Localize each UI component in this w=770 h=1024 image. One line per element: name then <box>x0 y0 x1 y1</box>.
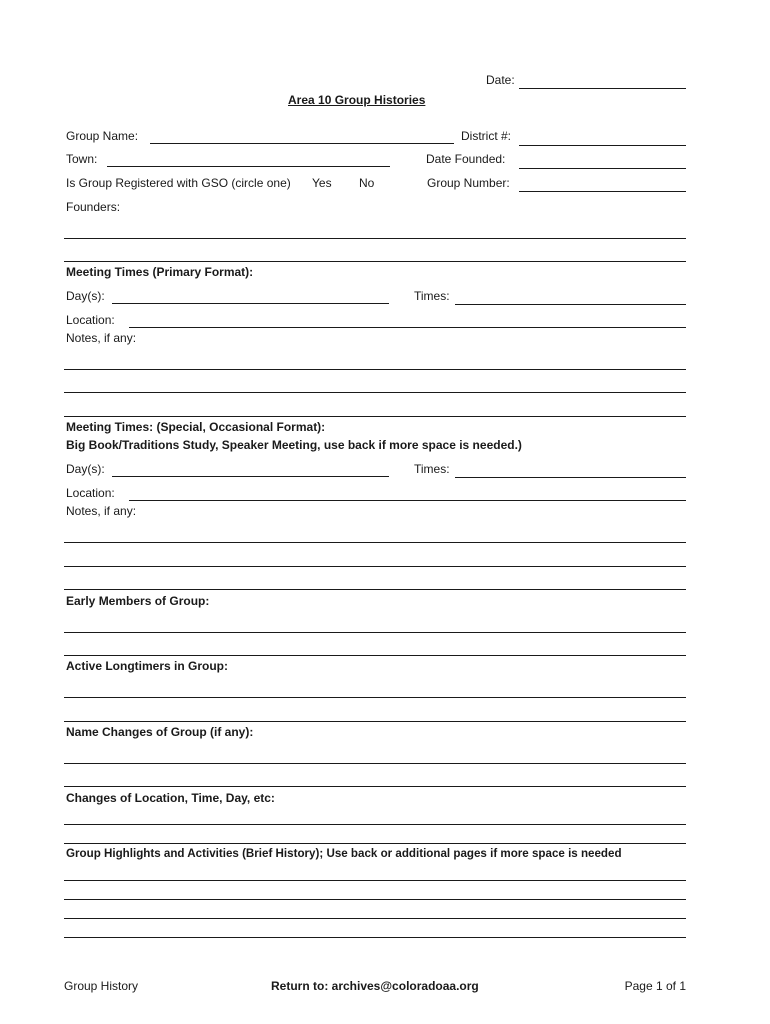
special-notes-line-3[interactable] <box>64 589 686 590</box>
name-changes-line-1[interactable] <box>64 763 686 764</box>
special-times-label: Times: <box>414 462 450 476</box>
primary-times-field[interactable] <box>455 304 686 305</box>
primary-location-field[interactable] <box>129 327 686 328</box>
special-meeting-heading: Meeting Times: (Special, Occasional Format): <box>66 420 326 434</box>
name-changes-line-2[interactable] <box>64 786 686 787</box>
primary-location-label: Location: <box>66 313 115 327</box>
group-number-field[interactable] <box>519 191 686 192</box>
gso-registered-label: Is Group Registered with GSO (circle one) <box>66 176 291 190</box>
highlights-line-4[interactable] <box>64 937 686 938</box>
yes-option[interactable]: Yes <box>312 176 332 190</box>
date-label: Date: <box>486 73 515 87</box>
founders-line-1[interactable] <box>64 238 686 239</box>
special-days-field[interactable] <box>112 476 389 477</box>
primary-notes-line-1[interactable] <box>64 369 686 370</box>
highlights-line-1[interactable] <box>64 880 686 881</box>
special-notes-line-2[interactable] <box>64 566 686 567</box>
footer-page-number: Page 1 of 1 <box>624 979 686 993</box>
date-founded-field[interactable] <box>519 168 686 169</box>
group-name-label: Group Name: <box>66 129 139 143</box>
primary-notes-label: Notes, if any: <box>66 331 137 345</box>
primary-times-label: Times: <box>414 289 450 303</box>
location-changes-line-1[interactable] <box>64 824 686 825</box>
early-members-line-2[interactable] <box>64 655 686 656</box>
active-longtimers-line-1[interactable] <box>64 697 686 698</box>
special-location-field[interactable] <box>129 500 686 501</box>
special-times-field[interactable] <box>455 477 686 478</box>
special-location-label: Location: <box>66 486 115 500</box>
footer-left: Group History <box>64 979 139 993</box>
primary-meeting-heading: Meeting Times (Primary Format): <box>66 265 254 279</box>
primary-notes-line-3[interactable] <box>64 416 686 417</box>
highlights-heading: Group Highlights and Activities (Brief History); Use back or additional pages if more space is needed <box>66 847 622 860</box>
special-meeting-subheading: Big Book/Traditions Study, Speaker Meeting, use back if more space is needed.) <box>66 438 522 452</box>
special-notes-line-1[interactable] <box>64 542 686 543</box>
footer-return-email: Return to: archives@coloradoaa.org <box>271 979 479 993</box>
page-title: Area 10 Group Histories <box>288 93 426 107</box>
town-field[interactable] <box>107 166 390 167</box>
date-field[interactable] <box>519 88 686 89</box>
town-label: Town: <box>66 152 98 166</box>
active-longtimers-line-2[interactable] <box>64 721 686 722</box>
group-number-label: Group Number: <box>427 176 510 190</box>
founders-label: Founders: <box>66 200 121 214</box>
name-changes-heading: Name Changes of Group (if any): <box>66 725 254 739</box>
date-founded-label: Date Founded: <box>426 152 506 166</box>
primary-days-field[interactable] <box>112 303 389 304</box>
no-option[interactable]: No <box>359 176 375 190</box>
early-members-heading: Early Members of Group: <box>66 594 210 608</box>
special-days-label: Day(s): <box>66 462 105 476</box>
district-label: District #: <box>461 129 512 143</box>
founders-line-2[interactable] <box>64 261 686 262</box>
group-name-field[interactable] <box>150 143 454 144</box>
special-notes-label: Notes, if any: <box>66 504 137 518</box>
highlights-line-2[interactable] <box>64 899 686 900</box>
location-changes-heading: Changes of Location, Time, Day, etc: <box>66 791 275 805</box>
primary-notes-line-2[interactable] <box>64 392 686 393</box>
highlights-line-3[interactable] <box>64 918 686 919</box>
location-changes-line-2[interactable] <box>64 843 686 844</box>
district-field[interactable] <box>519 145 686 146</box>
early-members-line-1[interactable] <box>64 632 686 633</box>
primary-days-label: Day(s): <box>66 289 105 303</box>
active-longtimers-heading: Active Longtimers in Group: <box>66 659 229 673</box>
